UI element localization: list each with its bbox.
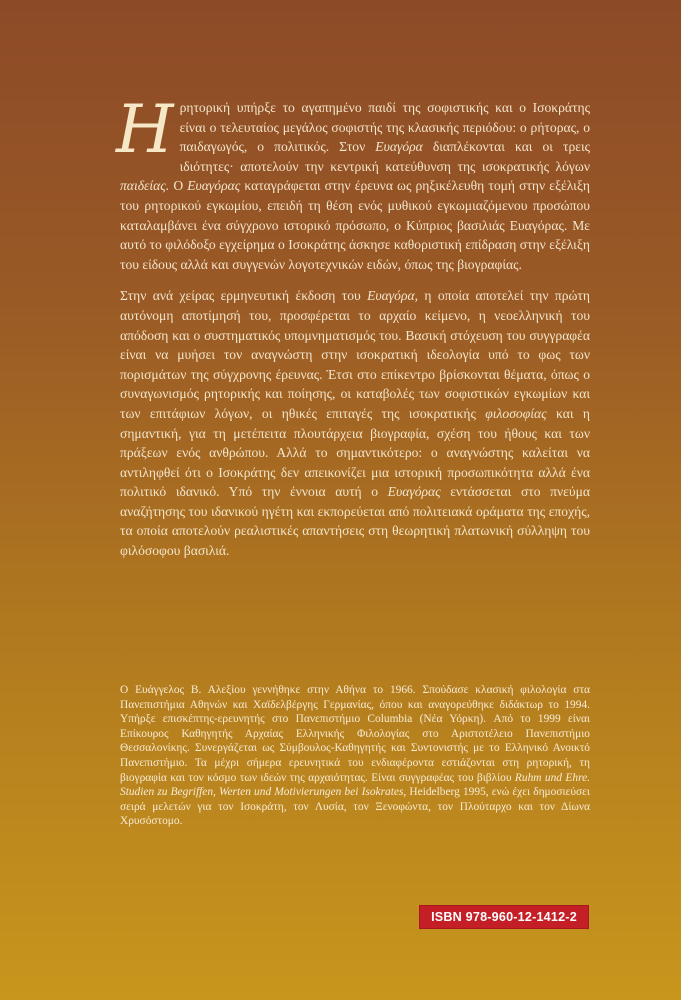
blurb-segment: Ευαγόρας xyxy=(387,484,441,500)
blurb-segment: παιδείας. xyxy=(120,178,170,194)
blurb-segment: ρητορική υπήρξε το αγαπημένο παιδί της σοφιστικής και ο Ισοκράτης είναι ο τελευταίος μεγάλος σοφιστής της κλασικής περιόδου: ο ρήτορας, ο παιδαγωγός, ο πολιτικός. Στον xyxy=(179,100,590,155)
blurb-segment: Στην ανά χείρας ερμηνευτική έκδοση του xyxy=(120,288,368,304)
blurb-paragraph-1 xyxy=(116,91,590,274)
blurb-text xyxy=(116,91,590,561)
author-bio-paragraph xyxy=(120,683,590,829)
blurb-segment: διαπλέκονται και οι τρεις ιδιότητες· αποτελούν την κεντρική κατεύθυνση της ισοκρατικής λόγων xyxy=(179,139,590,174)
author-bio xyxy=(120,683,590,829)
blurb-segment: Ο xyxy=(169,178,188,194)
blurb-segment: και η σημαντική, για τη μετέπειτα πλουτάρχεια βιογραφία, σχέση του ήθους και των πράξεων ενός ανθρώπου. Αλλά το σημαντικότερο: ο αναγνώστης καλείται να αντιληφθεί ότι ο Ισοκράτης δεν απεικονίζει μια ιστορική προσωπικότητα αλλά ένα πολιτικό ιδανικό. Υπό την έννοια αυτή ο xyxy=(120,405,590,500)
bio-book-title: Ruhm und Ehre. Studien zu Begriffen, Werten und Motivierungen bei Isokrates xyxy=(120,771,590,799)
blurb-segment: εντάσσεται στο πνεύμα αναζήτησης του ιδανικού ηγέτη και εκπορεύεται από πολιτειακά οράματα της εποχής, τα οποία αποτελούν ρεαλιστικές απαντήσεις στη θεωρητική πλατωνική σύλληψη του φιλόσοφου βασιλιά. xyxy=(120,484,590,559)
blurb-segment: Ευαγόρα, xyxy=(367,288,419,304)
bio-segment: Ο Ευάγγελος Β. Αλεξίου γεννήθηκε στην Αθήνα το 1966. Σπούδασε κλασική φιλολογία στα Πανεπιστήμια Αθηνών και Χαϊδελβέργης Γερμανίας, όπου και αναγορεύθηκε διδάκτωρ το 1994. Υπήρξε επισκέπτης-ερευνητής στο Πανεπιστήμιο Columbia (Νέα Υόρκη). Από το 1999 είναι Επίκουρος Καθηγητής Αρχαίας Ελληνικής Φιλολογίας στο Αριστοτέλειο Πανεπιστήμιο Θεσσαλονίκης. Συνεργάζεται ως Σύμβουλος-Καθηγητής και Συντονιστής με το Ελληνικό Ανοικτό Πανεπιστήμιο. Τα μέχρι σήμερα ερευνητικά του ενδιαφέροντα εστιάζονται στη ρητορική, τη βιογραφία και τον κόσμο των ιδεών της αρχαιότητας. Είναι συγγραφέας του βιβλίου xyxy=(120,684,590,784)
drop-cap-letter: Η xyxy=(116,91,174,168)
blurb-segment: φιλοσοφίας xyxy=(485,405,547,421)
bio-segment: , Heidelberg 1995, ενώ έχει δημοσιεύσει σειρά μελετών για τον Ισοκράτη, τον Λυσία, τον Ξενοφώντα, τον Πλούταρχο και τον Δίωνα Χρυσόστομο. xyxy=(120,786,590,828)
blurb-paragraph-2 xyxy=(120,286,590,560)
blurb-segment: Ευαγόρα xyxy=(375,139,423,155)
blurb-segment: καταγράφεται στην έρευνα ως ρηξικέλευθη τομή στην εξέλιξη του ρητορικού εγκωμίου, επειδή τη θέση ενός μυθικού εγκωμιαζόμενου προσώπου καταλαμβάνει ένα σύγχρονο ιστορικό πρόσωπο, ο Κύπριος βασιλιάς Ευαγόρας. Με αυτό το φιλόδοξο εγχείρημα ο Ισοκράτης άσκησε καθοριστική επίδραση στην εξέλιξη του είδους αλλά και συγγενών λογοτεχνικών ειδών, όπως της βιογραφίας. xyxy=(120,178,590,272)
isbn-label: ISBN 978-960-12-1412-2 xyxy=(420,906,588,928)
blurb-segment: Ευαγόρας xyxy=(187,178,241,194)
blurb-segment: η οποία αποτελεί την πρώτη αυτόνομη αποτίμησή του, προσφέρεται το αρχαίο κείμενο, η νεοελληνική του απόδοση και ο συστηματικός υπομνηματισμός του. Βασική στόχευση του συγγραφέα είναι να μυήσει τον αναγνώστη στην ισοκρατική ιδεολογία υπό το φως των πορισμάτων της σύγχρονης έρευνας. Έτσι στο επίκεντρο βρίσκονται θέματα, όπως ο συναγωνισμός ρητορικής και ποίησης, οι καταβολές των σοφιστικών εγκωμίων και των επιτάφιων λόγων, οι ηθικές επιταγές της ισοκρατικής xyxy=(120,288,590,421)
